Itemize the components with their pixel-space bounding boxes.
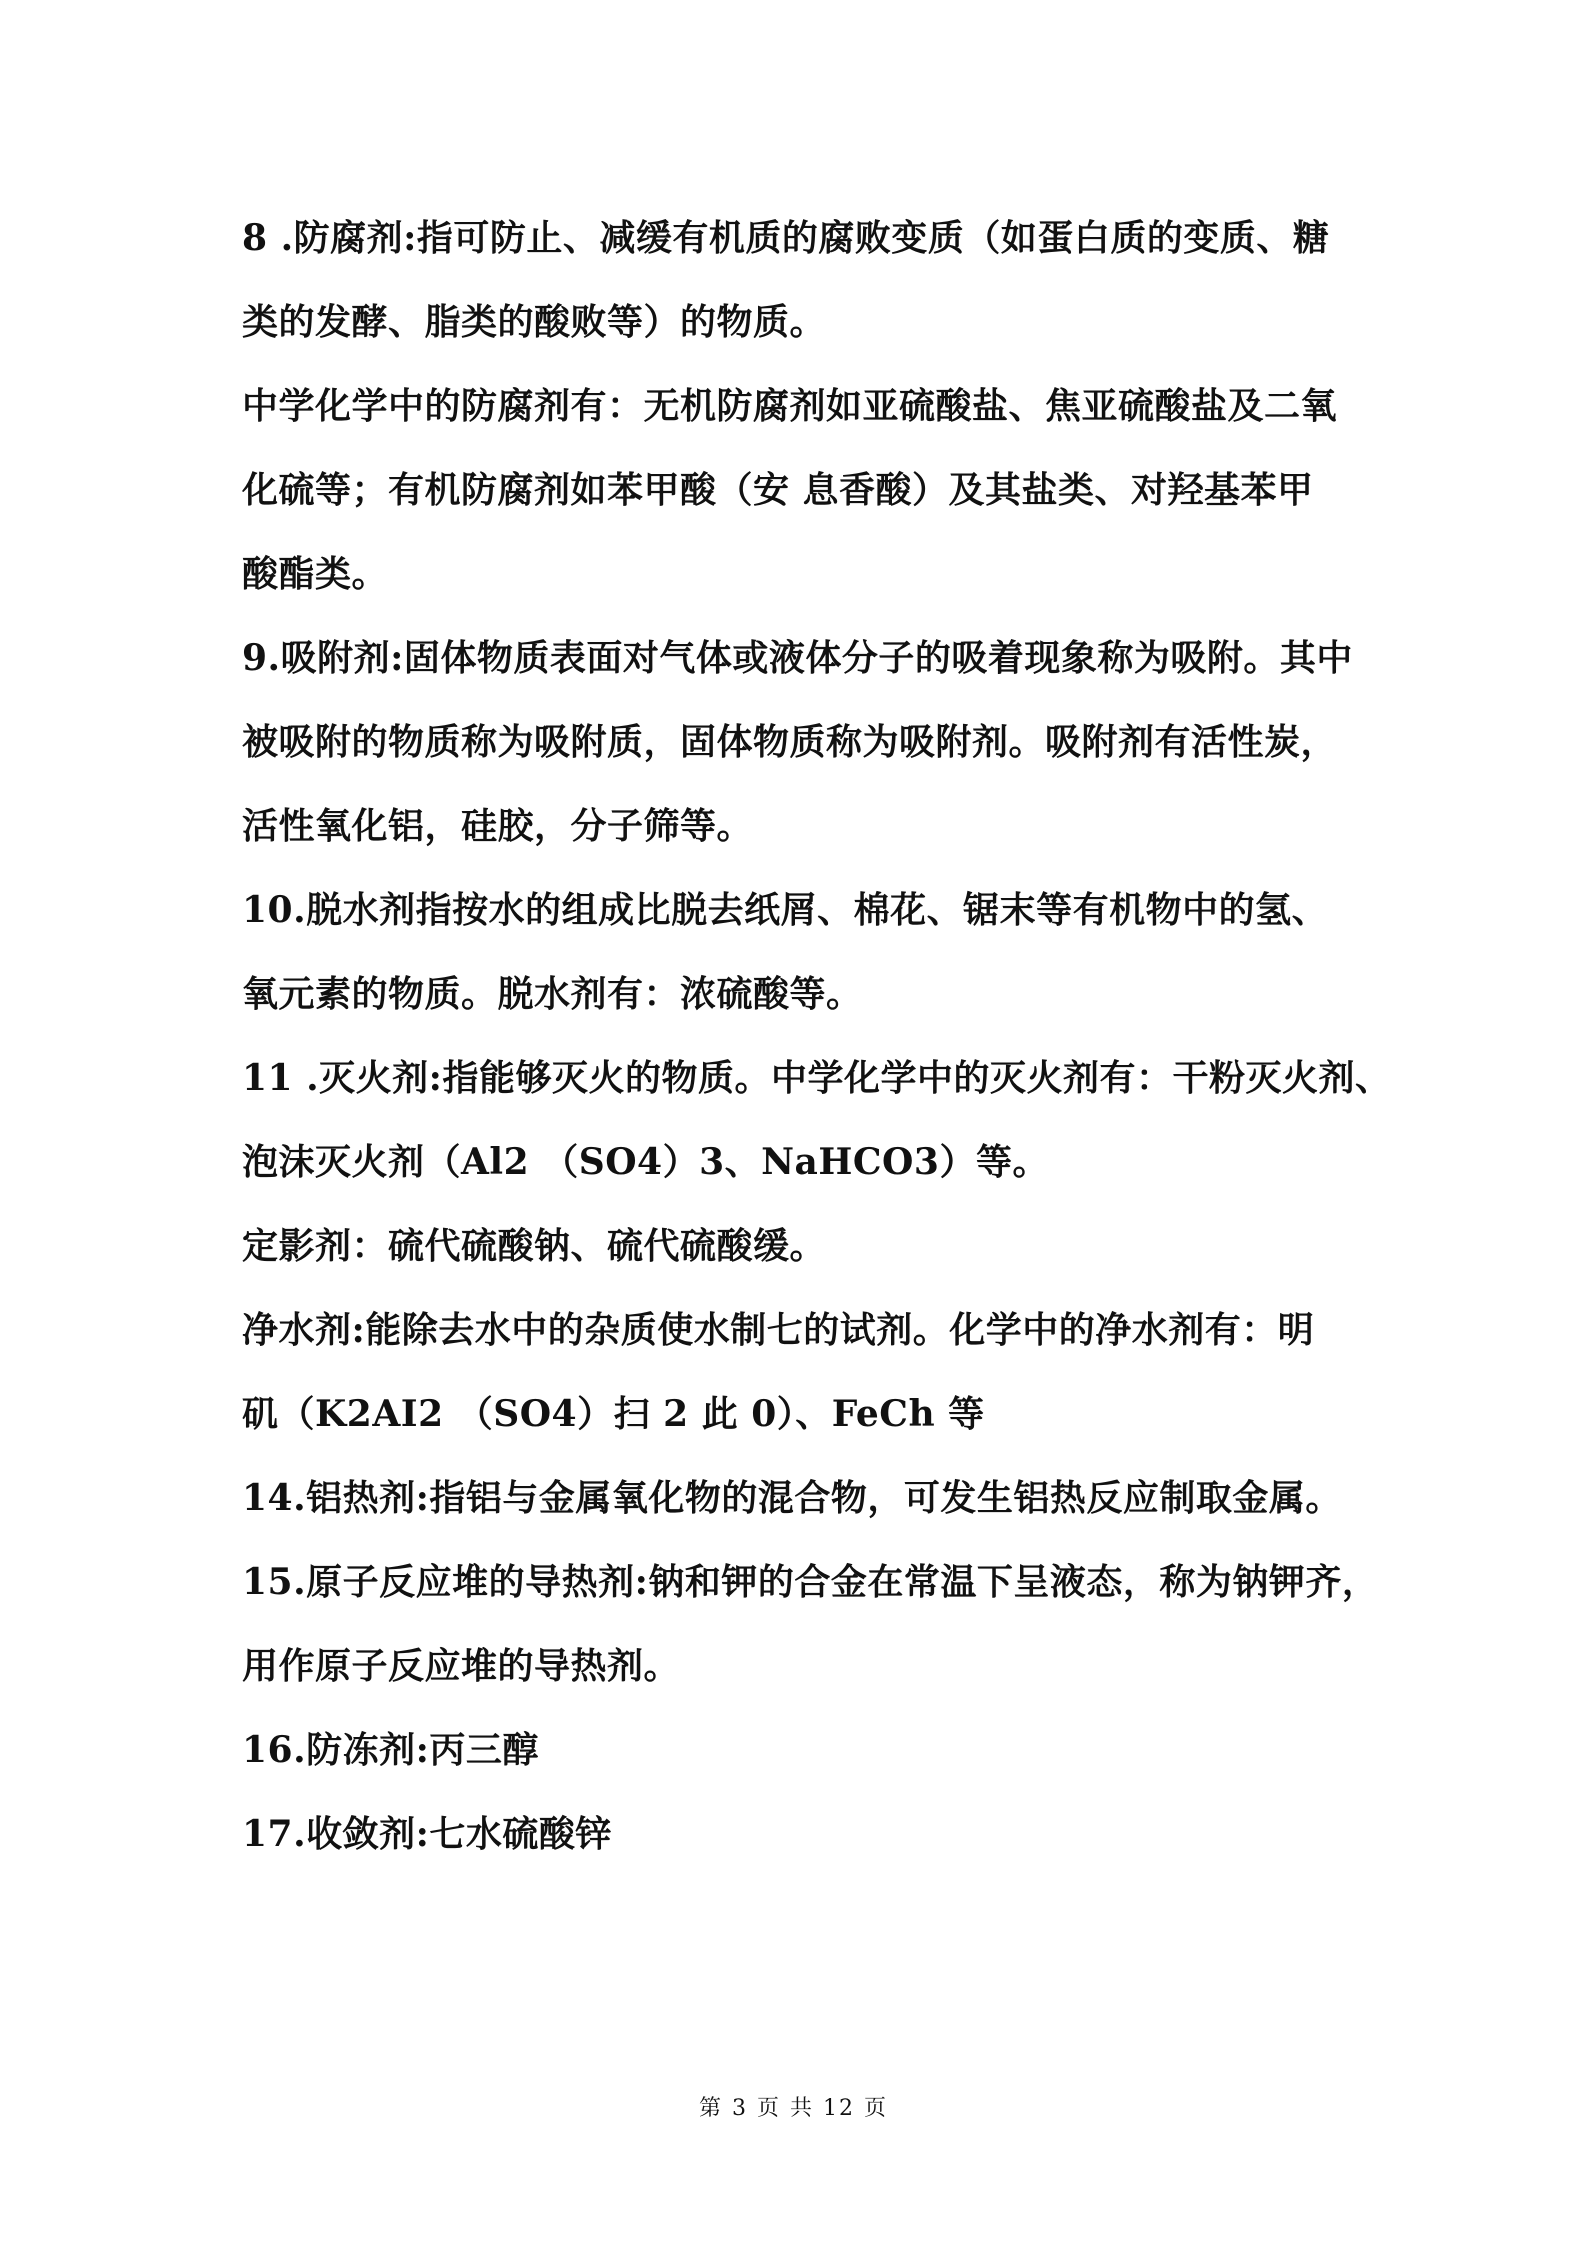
text-line: 矶（K2AI2 （SO4）扫 2 此 0）、FeCh 等 [242, 1393, 985, 1435]
text-line: 用作原子反应堆的导热剂。 [242, 1645, 681, 1687]
text-line: 11 .灭火剂:指能够灭火的物质。中学化学中的灭火剂有：干粉灭火剂、 [242, 1057, 1392, 1099]
text-line: 活性氧化铝，硅胶，分子筛等。 [242, 805, 754, 847]
text-line: 16.防冻剂:丙三醇 [242, 1729, 539, 1771]
text-line: 类的发酵、脂类的酸败等）的物质。 [242, 301, 827, 343]
text-line: 9.吸附剂:固体物质表面对气体或液体分子的吸着现象称为吸附。其中 [242, 637, 1353, 679]
text-line: 10.脱水剂指按水的组成比脱去纸屑、棉花、锯末等有机物中的氢、 [242, 889, 1329, 931]
text-line: 中学化学中的防腐剂有：无机防腐剂如亚硫酸盐、焦亚硫酸盐及二氧 [242, 385, 1338, 427]
text-line: 泡沫灭火剂（Al2 （SO4）3、NaHCO3）等。 [242, 1141, 1049, 1183]
text-line: 14.铝热剂:指铝与金属氧化物的混合物，可发生铝热反应制取金属。 [242, 1477, 1342, 1519]
text-line: 氧元素的物质。脱水剂有：浓硫酸等。 [242, 973, 863, 1015]
text-line: 酸酯类。 [242, 553, 389, 595]
text-line: 15.原子反应堆的导热剂:钠和钾的合金在常温下呈液态，称为钠钾齐， [242, 1561, 1379, 1603]
text-line: 8 .防腐剂:指可防止、减缓有机质的腐败变质（如蛋白质的变质、糖 [242, 217, 1330, 259]
document-body [242, 196, 1392, 1876]
text-line: 定影剂：硫代硫酸钠、硫代硫酸缓。 [242, 1225, 827, 1267]
text-line: 净水剂:能除去水中的杂质使水制七的试剂。化学中的净水剂有：明 [242, 1309, 1315, 1351]
page-number: 第 3 页 共 12 页 [699, 2096, 888, 2121]
text-line: 化硫等；有机防腐剂如苯甲酸（安 息香酸）及其盐类、对羟基苯甲 [242, 469, 1314, 511]
text-line: 被吸附的物质称为吸附质，固体物质称为吸附剂。吸附剂有活性炭， [242, 721, 1338, 763]
text-line: 17.收敛剂:七水硫酸锌 [242, 1813, 612, 1855]
